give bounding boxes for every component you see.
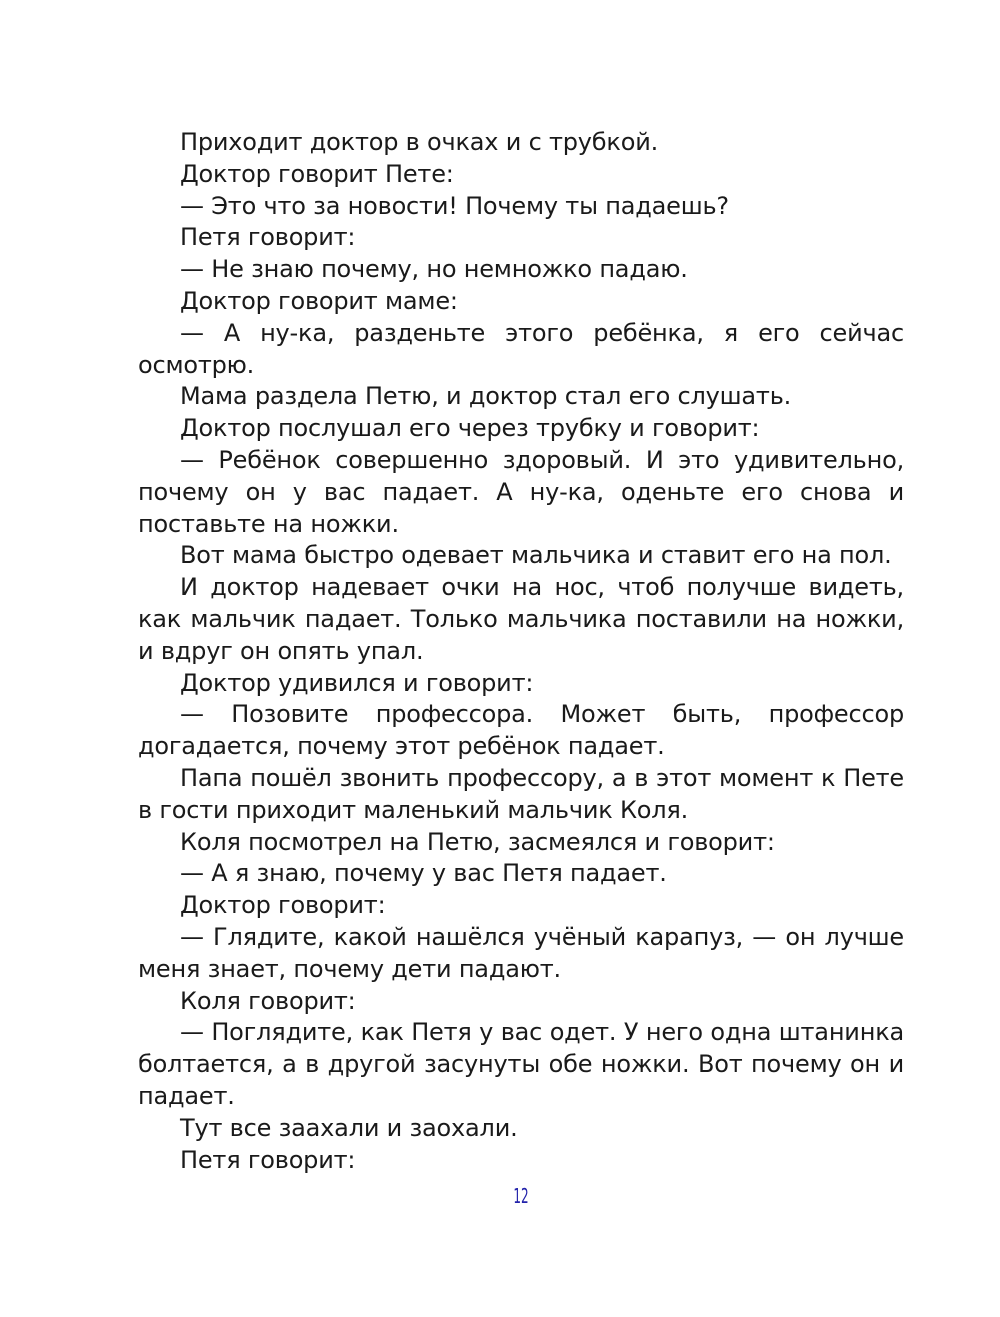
paragraph: — Это что за новости! Почему ты падаешь? [180,191,729,220]
paragraph: Доктор говорит маме: [180,286,458,315]
paragraph: И доктор надевает очки на нос, чтоб получше видеть, как мальчик падает. Только мальчика поставили на ножки, и вдруг он опять упал. [138,573,904,665]
paragraph: Вот мама быстро одевает мальчика и ставит его на пол. [180,541,892,570]
paragraph: Петя говорит: [180,1145,356,1174]
paragraph: — А я знаю, почему у вас Петя падает. [180,859,667,888]
page-number: 12 [513,1184,529,1208]
page-number-container [208,1184,808,1208]
paragraph: Доктор послушал его через трубку и говорит: [180,414,760,443]
paragraph: — Глядите, какой нашёлся учёный карапуз, — он лучше меня знает, почему дети падают. [138,922,904,983]
story-text [138,127,904,1176]
paragraph: Доктор говорит Пете: [180,159,454,188]
paragraph: — Ребёнок совершенно здоровый. И это удивительно, почему он у вас падает. А ну-ка, оденьте его снова и поставьте на ножки. [138,445,904,538]
paragraph: Коля говорит: [180,986,356,1015]
paragraph: Доктор говорит: [180,891,386,920]
paragraph: Мама раздела Петю, и доктор стал его слушать. [180,382,792,411]
paragraph: Доктор удивился и говорит: [180,668,534,697]
paragraph: Папа пошёл звонить профессору, а в этот момент к Пете в гости приходит маленький мальчик Коля. [138,763,904,824]
paragraph: Петя говорит: [180,223,356,252]
paragraph: Приходит доктор в очках и с трубкой. [180,128,659,156]
paragraph: — А ну-ка, разденьте этого ребёнка, я его сейчас осмотрю. [138,318,904,379]
paragraph: — Поглядите, как Петя у вас одет. У него одна штанинка болтается, а в другой засунуты обе ножки. Вот почему он и падает. [138,1018,904,1110]
paragraph: — Позовите профессора. Может быть, профессор догадается, почему этот ребёнок падает. [138,700,904,761]
paragraph: Коля посмотрел на Петю, засмеялся и говорит: [180,827,775,856]
paragraph: — Не знаю почему, но немножко падаю. [180,255,688,284]
paragraph: Тут все заахали и заохали. [180,1113,518,1142]
